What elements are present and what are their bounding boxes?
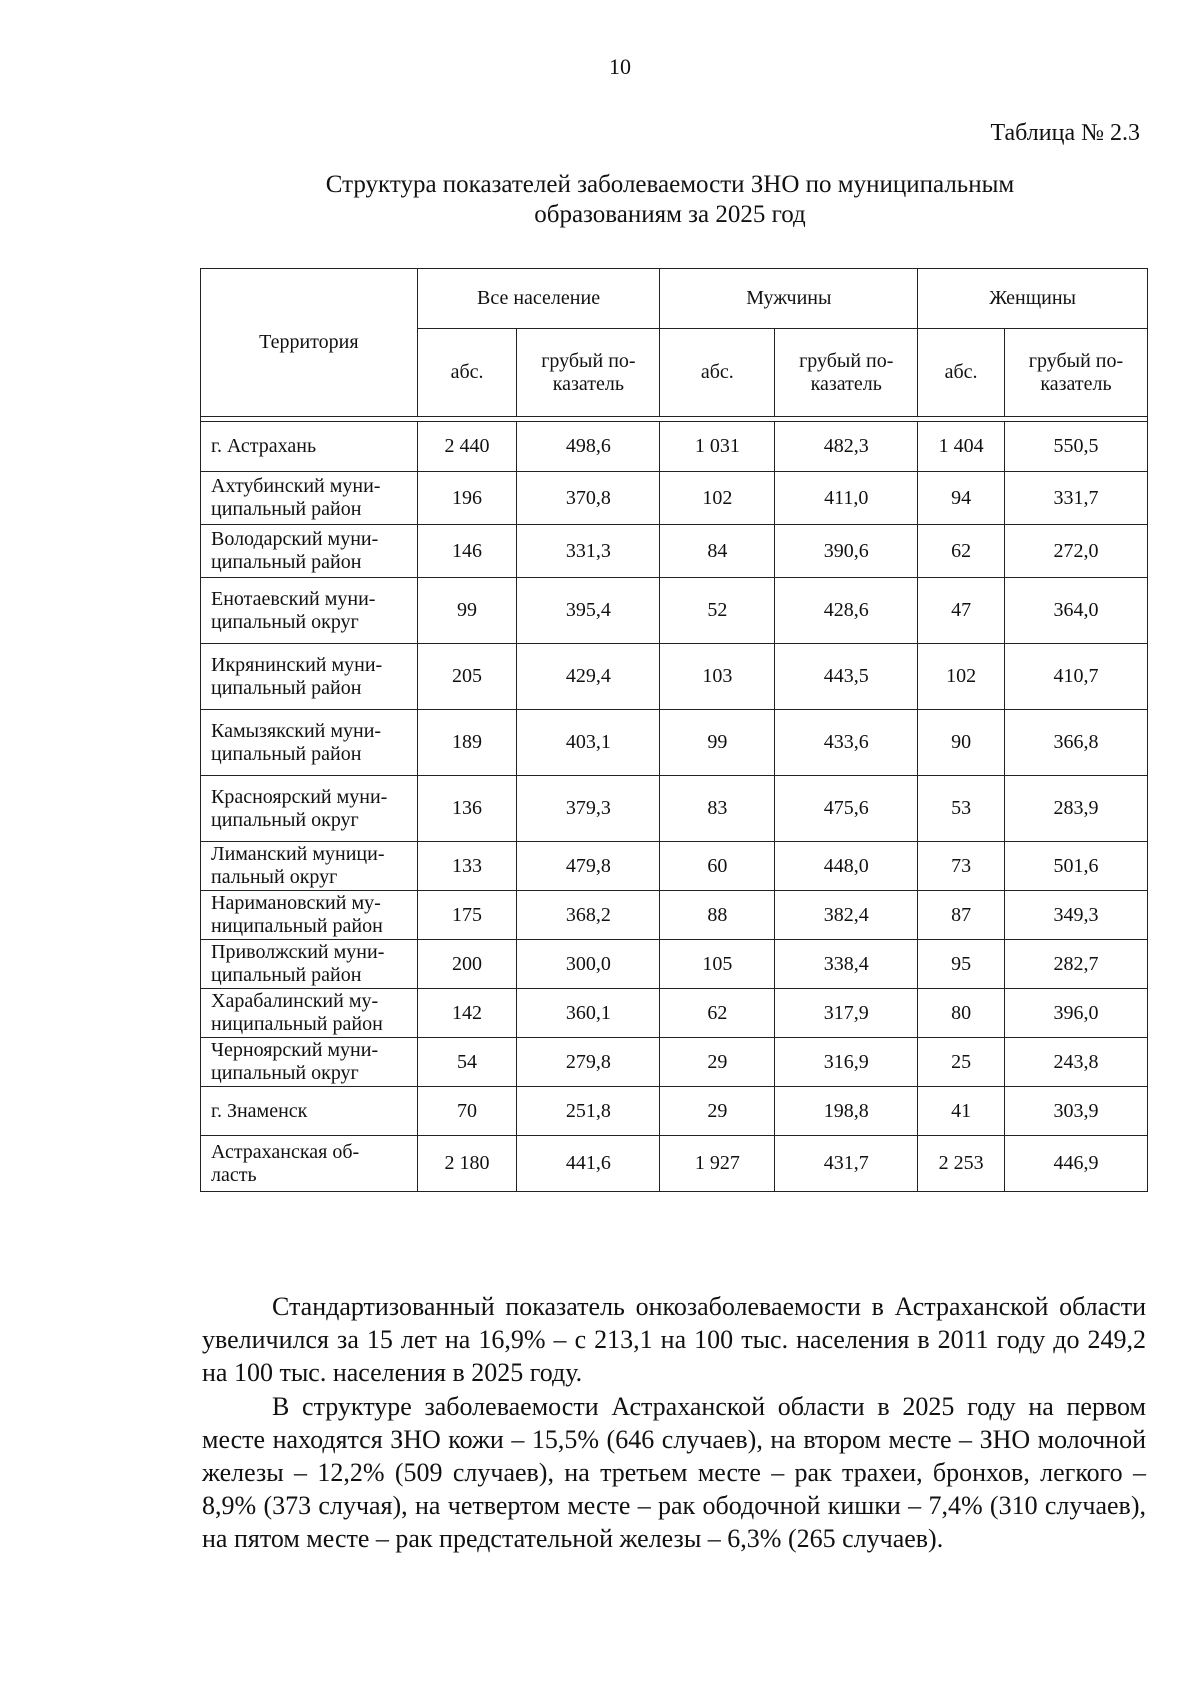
- cell-abs-men: 83: [660, 776, 775, 842]
- table-row: [201, 644, 1148, 710]
- cell-territory: [201, 842, 418, 891]
- cell-rate-men: 433,6: [775, 710, 918, 776]
- territory-line-2: ниципальный район: [211, 915, 383, 937]
- cell-rate-all: 479,8: [517, 842, 660, 891]
- cell-rate-women: 283,9: [1004, 776, 1147, 842]
- table-row: [201, 1038, 1148, 1087]
- territory-line-1: Енотаевский муни-: [211, 587, 376, 610]
- territory-line-1: г. Астрахань: [211, 435, 317, 457]
- cell-rate-men: 316,9: [775, 1038, 918, 1087]
- cell-rate-women: 272,0: [1004, 525, 1147, 578]
- cell-rate-women: 396,0: [1004, 989, 1147, 1038]
- cell-territory: [201, 891, 418, 940]
- cell-rate-women: 303,9: [1004, 1087, 1147, 1136]
- cell-territory: [201, 1136, 418, 1192]
- territory-line-1: Приволжский муни-: [211, 941, 385, 963]
- cell-territory: [201, 710, 418, 776]
- header-rate-men: [775, 329, 918, 417]
- cell-rate-women: 550,5: [1004, 422, 1147, 472]
- cell-abs-women: 62: [918, 525, 1005, 578]
- cell-rate-all: 441,6: [517, 1136, 660, 1192]
- table-title: [200, 170, 1140, 230]
- cell-territory: [201, 472, 418, 525]
- cell-abs-men: 52: [660, 578, 775, 644]
- header-rate-line-2: казатель: [1040, 372, 1112, 395]
- cell-abs-all: 189: [417, 710, 517, 776]
- territory-line-1: Володарский муни-: [211, 528, 379, 550]
- cell-rate-women: 349,3: [1004, 891, 1147, 940]
- cell-abs-all: 146: [417, 525, 517, 578]
- header-rate-line-2: казатель: [552, 372, 625, 395]
- cell-territory: [201, 644, 418, 710]
- table-row: [201, 578, 1148, 644]
- table-row: [201, 776, 1148, 842]
- cell-abs-women: 25: [918, 1038, 1005, 1087]
- cell-rate-women: 364,0: [1004, 578, 1147, 644]
- cell-rate-men: 198,8: [775, 1087, 918, 1136]
- cell-abs-men: 99: [660, 710, 775, 776]
- territory-line-1: Камызякский муни-: [211, 719, 382, 742]
- cell-territory: [201, 940, 418, 989]
- cell-abs-men: 84: [660, 525, 775, 578]
- territory-line-2: ципальный округ: [211, 808, 359, 831]
- cell-abs-women: 90: [918, 710, 1005, 776]
- cell-abs-women: 2 253: [918, 1136, 1005, 1192]
- cell-abs-all: 205: [417, 644, 517, 710]
- cell-rate-women: 243,8: [1004, 1038, 1147, 1087]
- table-row: [201, 989, 1148, 1038]
- cell-territory: [201, 525, 418, 578]
- territory-line-1: Астраханская об-: [211, 1140, 360, 1163]
- territory-line-2: ципальный округ: [211, 610, 359, 633]
- territory-line-1: Черноярский муни-: [211, 1039, 379, 1061]
- morbidity-table: [200, 268, 1148, 1192]
- cell-rate-all: 331,3: [517, 525, 660, 578]
- cell-rate-all: 360,1: [517, 989, 660, 1038]
- table-row: [201, 1136, 1148, 1192]
- territory-line-2: пальный округ: [211, 866, 338, 888]
- cell-rate-all: 429,4: [517, 644, 660, 710]
- table-row: [201, 891, 1148, 940]
- table-row: [201, 940, 1148, 989]
- table-title-line-2: образованиям за 2025 год: [534, 201, 806, 228]
- cell-rate-all: 300,0: [517, 940, 660, 989]
- cell-rate-men: 431,7: [775, 1136, 918, 1192]
- cell-abs-women: 73: [918, 842, 1005, 891]
- table-label: Таблица № 2.3: [990, 120, 1140, 146]
- cell-rate-all: 279,8: [517, 1038, 660, 1087]
- header-abs-women: абс.: [918, 329, 1005, 417]
- cell-abs-all: 54: [417, 1038, 517, 1087]
- cell-territory: [201, 578, 418, 644]
- cell-abs-all: 142: [417, 989, 517, 1038]
- cell-abs-all: 196: [417, 472, 517, 525]
- header-territory: Территория: [201, 269, 418, 417]
- header-rate-women: [1004, 329, 1147, 417]
- header-rate-line-2: казатель: [810, 372, 882, 395]
- cell-territory: [201, 776, 418, 842]
- territory-line-2: ципальный район: [211, 498, 362, 520]
- cell-rate-all: 368,2: [517, 891, 660, 940]
- cell-abs-men: 29: [660, 1038, 775, 1087]
- cell-abs-men: 88: [660, 891, 775, 940]
- table-row: [201, 842, 1148, 891]
- cell-abs-women: 80: [918, 989, 1005, 1038]
- table-row: [201, 472, 1148, 525]
- header-abs-men: абс.: [660, 329, 775, 417]
- cell-rate-women: 446,9: [1004, 1136, 1147, 1192]
- cell-rate-women: 366,8: [1004, 710, 1147, 776]
- cell-abs-men: 62: [660, 989, 775, 1038]
- cell-abs-women: 94: [918, 472, 1005, 525]
- table-body: [201, 422, 1148, 1192]
- cell-abs-women: 95: [918, 940, 1005, 989]
- cell-territory: [201, 1087, 418, 1136]
- territory-line-2: ципальный район: [211, 551, 362, 573]
- territory-line-1: Наримановский му-: [211, 892, 381, 914]
- territory-line-2: ципальный район: [211, 742, 362, 765]
- paragraph-structure: В структуре заболеваемости Астраханской области в 2025 году на первом месте находятся ЗНО кожи – 15,5% (646 случаев), на втором месте – ЗНО молочной железы – 12,2% (509 случаев), на третьем месте – рак трахеи, бронхов, легкого – 8,9% (373 случая), на четвертом месте – рак ободочной кишки – 7,4% (310 случаев), на пятом месте – рак предстательной железы – 6,3% (265 случаев).: [202, 1392, 1146, 1553]
- cell-abs-men: 29: [660, 1087, 775, 1136]
- cell-rate-all: 370,8: [517, 472, 660, 525]
- cell-abs-all: 136: [417, 776, 517, 842]
- cell-rate-women: 501,6: [1004, 842, 1147, 891]
- header-rate-line-1: грубый по-: [541, 349, 636, 372]
- cell-rate-men: 382,4: [775, 891, 918, 940]
- cell-rate-all: 403,1: [517, 710, 660, 776]
- cell-abs-women: 47: [918, 578, 1005, 644]
- cell-rate-all: 251,8: [517, 1087, 660, 1136]
- cell-abs-men: 1 031: [660, 422, 775, 472]
- cell-abs-women: 87: [918, 891, 1005, 940]
- cell-abs-all: 99: [417, 578, 517, 644]
- cell-abs-men: 105: [660, 940, 775, 989]
- table-row: [201, 1087, 1148, 1136]
- table-row: [201, 525, 1148, 578]
- table-row: [201, 710, 1148, 776]
- cell-rate-men: 317,9: [775, 989, 918, 1038]
- cell-abs-all: 2 180: [417, 1136, 517, 1192]
- header-men: Мужчины: [660, 269, 918, 329]
- cell-rate-women: 282,7: [1004, 940, 1147, 989]
- territory-line-2: ципальный округ: [211, 1062, 359, 1084]
- cell-abs-all: 2 440: [417, 422, 517, 472]
- cell-rate-men: 390,6: [775, 525, 918, 578]
- territory-line-1: Лиманский муници-: [211, 843, 385, 865]
- cell-territory: [201, 1038, 418, 1087]
- cell-rate-men: 411,0: [775, 472, 918, 525]
- table-row: [201, 422, 1148, 472]
- cell-rate-men: 338,4: [775, 940, 918, 989]
- cell-rate-all: 379,3: [517, 776, 660, 842]
- cell-abs-all: 175: [417, 891, 517, 940]
- cell-abs-men: 103: [660, 644, 775, 710]
- cell-rate-men: 428,6: [775, 578, 918, 644]
- cell-rate-women: 410,7: [1004, 644, 1147, 710]
- territory-line-2: ципальный район: [211, 964, 362, 986]
- territory-line-1: Харабалинский му-: [211, 990, 379, 1012]
- header-abs-all: абс.: [417, 329, 517, 417]
- cell-rate-women: 331,7: [1004, 472, 1147, 525]
- header-all-population: Все население: [417, 269, 660, 329]
- cell-rate-men: 482,3: [775, 422, 918, 472]
- header-women: Женщины: [918, 269, 1148, 329]
- page-number: 10: [609, 54, 631, 79]
- territory-line-1: Икрянинский муни-: [211, 653, 383, 676]
- cell-rate-men: 475,6: [775, 776, 918, 842]
- cell-abs-women: 1 404: [918, 422, 1005, 472]
- territory-line-2: ласть: [211, 1163, 257, 1186]
- cell-abs-women: 102: [918, 644, 1005, 710]
- cell-abs-women: 41: [918, 1087, 1005, 1136]
- territory-line-1: Ахтубинский муни-: [211, 475, 381, 497]
- territory-line-2: ниципальный район: [211, 1013, 383, 1035]
- territory-line-2: ципальный район: [211, 676, 362, 699]
- cell-rate-all: 395,4: [517, 578, 660, 644]
- cell-territory: [201, 989, 418, 1038]
- header-rate-all: [517, 329, 660, 417]
- cell-abs-men: 102: [660, 472, 775, 525]
- header-rate-line-1: грубый по-: [799, 349, 894, 372]
- cell-abs-all: 133: [417, 842, 517, 891]
- cell-abs-all: 70: [417, 1087, 517, 1136]
- cell-territory: [201, 422, 418, 472]
- cell-abs-all: 200: [417, 940, 517, 989]
- header-rate-line-1: грубый по-: [1028, 349, 1124, 372]
- cell-abs-men: 1 927: [660, 1136, 775, 1192]
- territory-line-1: г. Знаменск: [211, 1099, 308, 1122]
- cell-rate-men: 443,5: [775, 644, 918, 710]
- cell-abs-men: 60: [660, 842, 775, 891]
- table-title-line-1: Структура показателей заболеваемости ЗНО по муниципальным: [325, 171, 1015, 198]
- territory-line-1: Красноярский муни-: [211, 785, 388, 808]
- cell-rate-all: 498,6: [517, 422, 660, 472]
- paragraph-standardized-rate: Стандартизованный показатель онкозаболеваемости в Астраханской области увеличился за 15 лет на 16,9% – с 213,1 на 100 тыс. населения в 2011 году до 249,2 на 100 тыс. населения в 2025 году.: [202, 1292, 1146, 1387]
- cell-abs-women: 53: [918, 776, 1005, 842]
- cell-rate-men: 448,0: [775, 842, 918, 891]
